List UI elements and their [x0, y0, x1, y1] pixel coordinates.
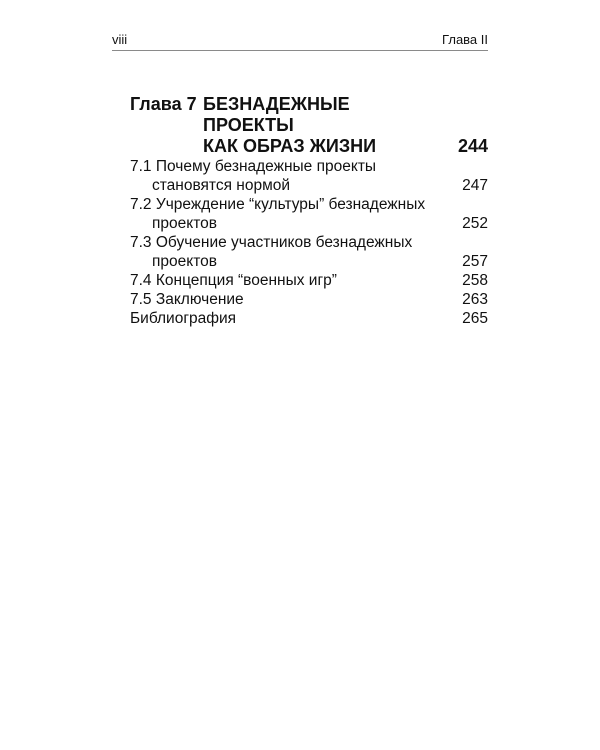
- chapter-title-line: БЕЗНАДЕЖНЫЕ: [203, 94, 350, 114]
- chapter-title: [203, 94, 433, 157]
- running-header: [112, 30, 488, 51]
- toc-entry-line: 7.1 Почему безнадежные проекты: [130, 158, 377, 175]
- toc-entry-7-4: [130, 271, 488, 290]
- toc-entry-line: проектов: [152, 253, 217, 270]
- toc-entry-line: становятся нормой: [152, 177, 291, 194]
- toc-entry-7-2: [130, 195, 488, 233]
- running-section-title: Глава II: [442, 32, 488, 47]
- chapter-title-line: ПРОЕКТЫ: [203, 115, 294, 135]
- toc-entry-page: 247: [462, 177, 488, 194]
- toc-entry-line: 7.2 Учреждение “культуры” безнадежных: [130, 196, 426, 213]
- toc-entry-title: [130, 157, 443, 195]
- toc-entry-title: [130, 195, 443, 233]
- toc-entry-bibliography: [130, 309, 488, 328]
- toc-entry-title: 7.4 Концепция “военных игр”: [130, 272, 337, 289]
- toc-entry-7-1: [130, 157, 488, 195]
- toc-entry-page: 257: [462, 253, 488, 270]
- page-number: viii: [112, 32, 128, 47]
- toc-entry-page: 265: [462, 310, 488, 327]
- toc-entry-7-3: [130, 233, 488, 271]
- toc-entry-page: 258: [462, 272, 488, 289]
- table-of-contents: [130, 157, 488, 328]
- chapter-label: Глава 7: [130, 94, 197, 114]
- chapter-page-number: 244: [457, 136, 488, 156]
- toc-entry-page: 252: [462, 215, 488, 232]
- toc-entry-title: Библиография: [130, 310, 237, 327]
- toc-entry-page: 263: [462, 291, 488, 308]
- toc-entry-title: 7.5 Заключение: [130, 291, 244, 308]
- toc-entry-line: проектов: [152, 215, 217, 232]
- toc-entry-line: 7.3 Обучение участников безнадежных: [130, 234, 413, 251]
- chapter-title-line: КАК ОБРАЗ ЖИЗНИ: [203, 136, 377, 156]
- toc-entry-title: [130, 233, 443, 271]
- toc-entry-7-5: [130, 290, 488, 309]
